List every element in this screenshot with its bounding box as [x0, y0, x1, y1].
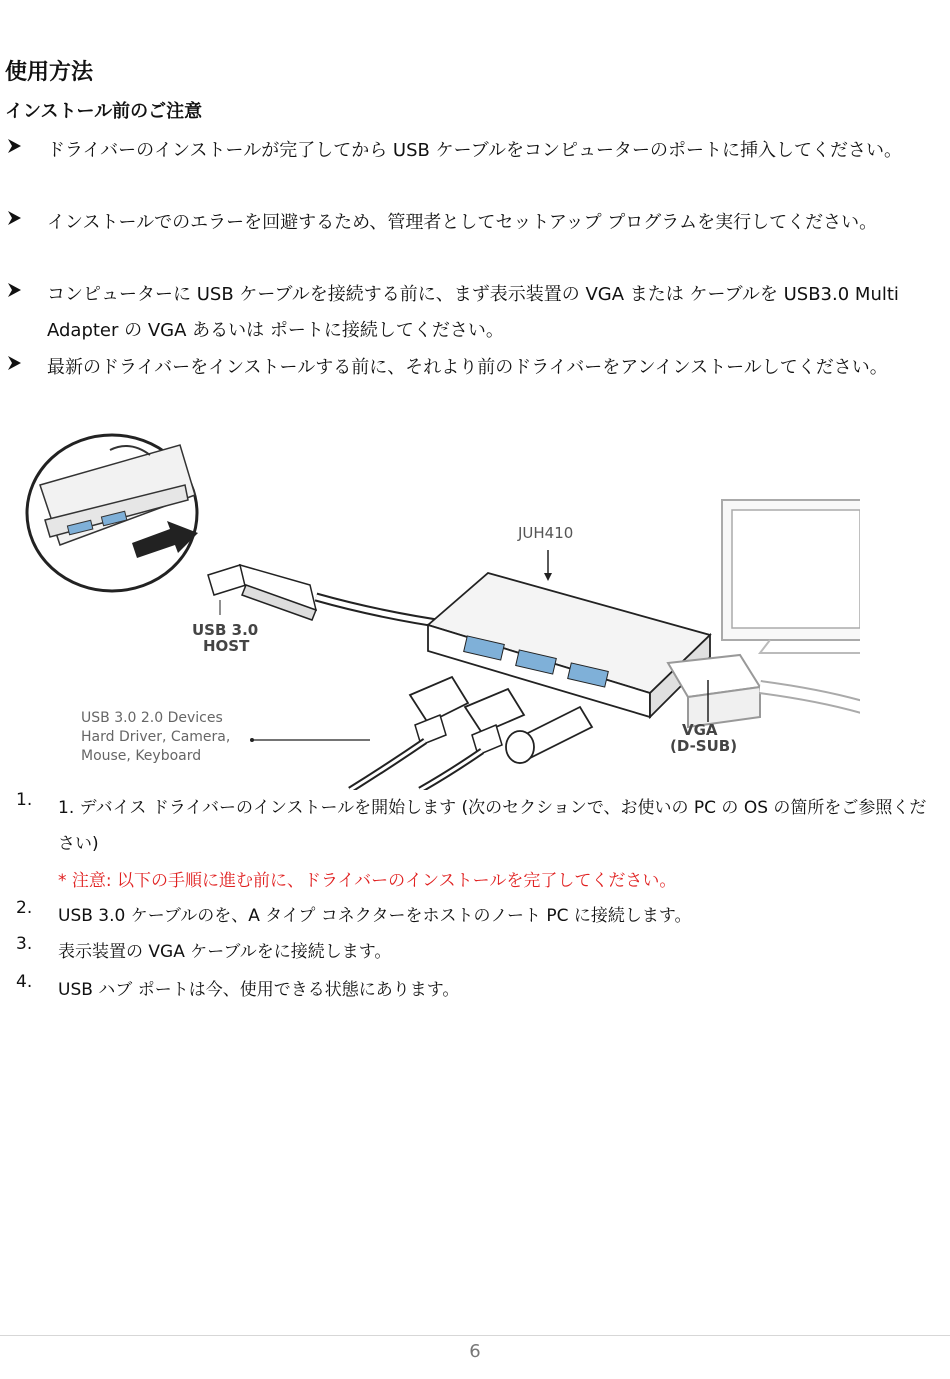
step-text: 表示装置の VGA ケーブルをに接続します。 [58, 942, 392, 962]
bullet-text: 最新のドライバーをインストールする前に、それより前のドライバーをアンインストールしてください。 [47, 357, 888, 378]
warning-note: * 注意: 以下の手順に進む前に、ドライバーのインストールを完了してください。 [58, 871, 677, 891]
sub-heading: インストール前のご注意 [5, 101, 203, 122]
step-item [0, 972, 950, 1008]
usb-hub-device [428, 550, 710, 717]
host-label-line1: USB 3.0 [192, 621, 259, 639]
step-text: USB ハブ ポートは今、使用できる状態にあります。 [58, 980, 460, 1000]
arrow-bullet-icon [5, 136, 25, 156]
step-number: 1. [16, 790, 33, 810]
bullet-item [5, 133, 940, 203]
bullet-text: コンピューターに USB ケーブルを接続する前に、まず表示装置の VGA または ケーブルを USB3.0 Multi Adapter の VGA あるいは ポートに接続してください。 [47, 284, 899, 341]
section-heading: 使用方法 [5, 60, 94, 85]
footer-divider [0, 1335, 950, 1336]
arrow-bullet-icon [5, 208, 25, 228]
bullet-item [5, 205, 940, 275]
arrow-bullet-icon [5, 353, 25, 373]
step-number: 3. [16, 934, 33, 954]
vga-plug [668, 655, 860, 727]
step-text: USB 3.0 ケーブルのを、A タイプ コネクターをホストのノート PC に接続します。 [58, 906, 692, 926]
step-number: 2. [16, 898, 33, 918]
bullet-text: ドライバーのインストールが完了してから USB ケーブルをコンピューターのポートに挿入してください。 [47, 140, 902, 161]
bullet-item [5, 277, 940, 347]
step-item [0, 934, 950, 970]
hub-model-label: JUH410 [518, 524, 574, 542]
page-number: 6 [469, 1341, 481, 1362]
step-item [0, 898, 950, 934]
laptop-port-inset [27, 435, 198, 591]
devices-label-line2: Hard Driver, Camera, [81, 729, 231, 745]
bullet-item [5, 350, 940, 420]
host-label-line2: HOST [203, 637, 250, 655]
vga-label-line2: (D-SUB) [670, 737, 738, 755]
bullet-text: インストールでのエラーを回避するため、管理者としてセットアップ プログラムを実行してください。 [47, 212, 878, 233]
devices-label-line3: Mouse, Keyboard [81, 748, 202, 764]
usb-host-plug [208, 565, 316, 620]
vga-label-line1: VGA [682, 721, 718, 739]
usb-device-plugs [350, 677, 592, 790]
step-item [0, 790, 950, 862]
monitor [722, 500, 860, 653]
step-text: 1. デバイス ドライバーのインストールを開始します (次のセクションで、お使いの PC の OS の箇所をご参照ください) [58, 798, 927, 854]
connection-illustration [20, 425, 860, 790]
devices-label-line1: USB 3.0 2.0 Devices [81, 710, 223, 726]
step-number: 4. [16, 972, 33, 992]
arrow-bullet-icon [5, 280, 25, 300]
